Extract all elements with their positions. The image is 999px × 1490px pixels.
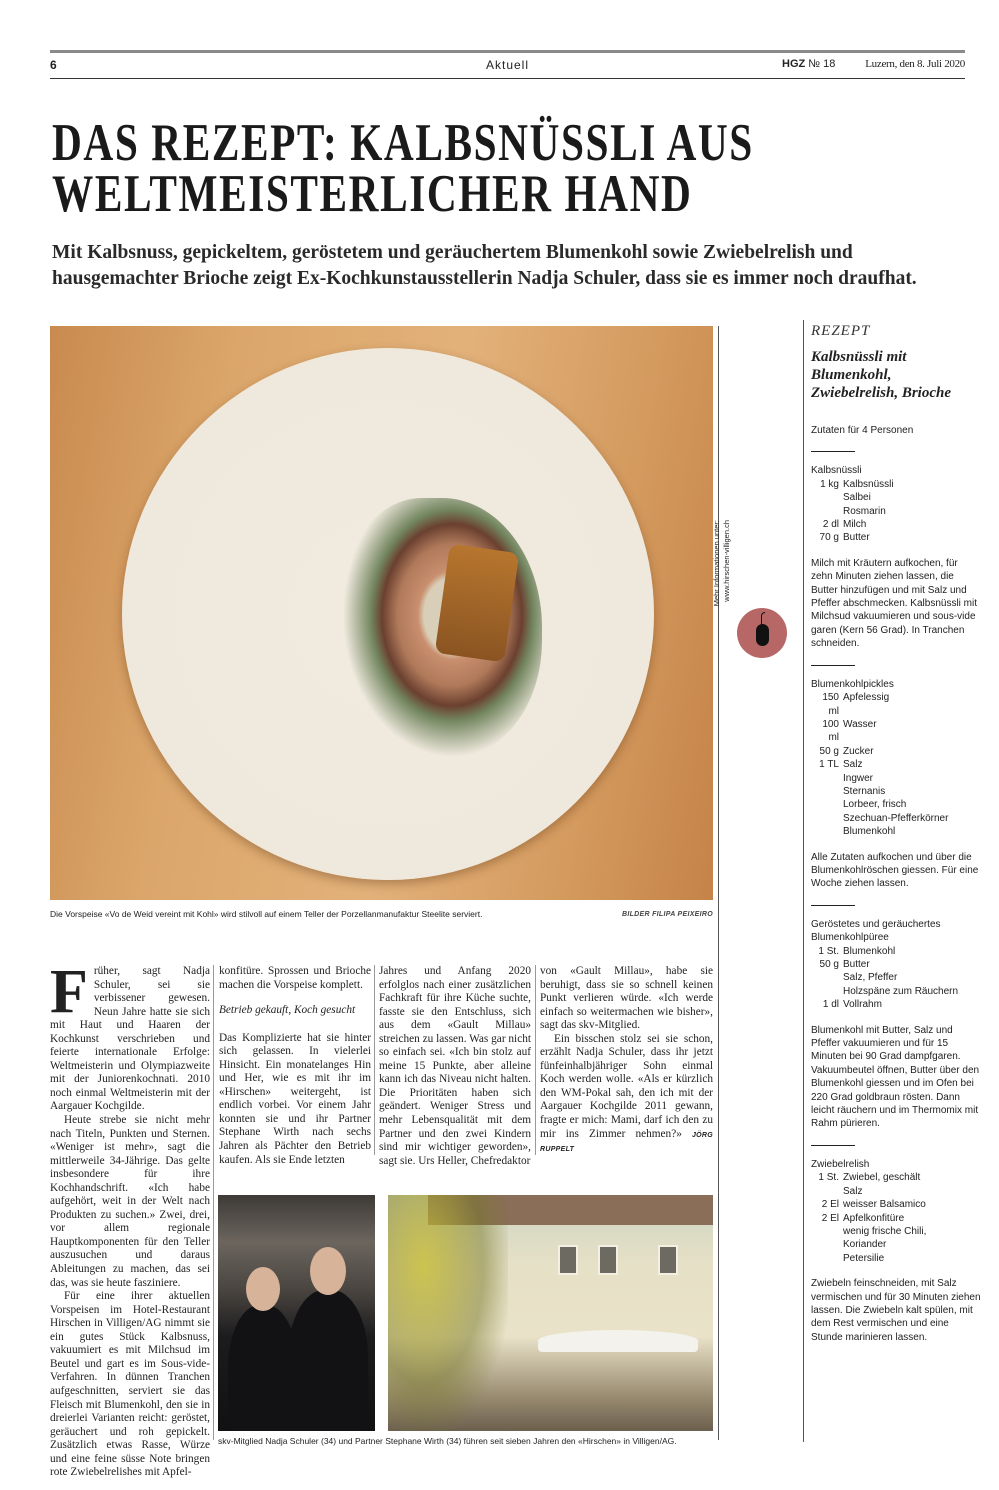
headline-line-2: WELTMEISTERLICHER HAND (52, 165, 693, 223)
ingredient-row (811, 825, 981, 838)
recipe-kicker: REZEPT (811, 323, 871, 339)
ingredient-row (811, 505, 981, 518)
ingredient-name: Holzspäne zum Räuchern (843, 985, 959, 997)
main-photo-caption: Die Vorspeise «Vo de Weid vereint mit Kohl» wird stilvoll auf einem Teller der Porzellanmanufaktur Steelite serviert. (50, 909, 483, 919)
more-info-label: Mehr Informationen unter: (712, 520, 721, 607)
ingredient-quantity: 1 St. (818, 1172, 839, 1184)
ingredient-quantity (811, 1238, 843, 1251)
ingredient-row (811, 478, 981, 491)
window (658, 1245, 678, 1275)
ingredient-name: Sternanis (843, 785, 886, 797)
section-name: Aktuell (485, 58, 530, 72)
deck: Mit Kalbsnuss, gepickeltem, geröstetem und geräuchertem Blumenkohl sowie Zwiebelrelish und hausgemachter Brioche zeigt Ex-Kochkunstausstellerin Nadja Schuler, dass sie es immer noch draufhat. (52, 242, 917, 289)
ingredient-quantity (811, 1252, 843, 1265)
column-divider (213, 965, 214, 1440)
headline-line-1: DAS REZEPT: KALBSNÜSSLI AUS (52, 114, 754, 172)
ingredient-row (811, 758, 981, 771)
recipe-section (811, 451, 981, 650)
window (598, 1245, 618, 1275)
headline (52, 114, 832, 223)
ingredient-name: Petersilie (843, 1252, 885, 1264)
ingredient-quantity: 2 dl (822, 519, 839, 531)
ingredient-row (811, 691, 981, 718)
ingredient-name: Wasser (843, 718, 877, 730)
section-instructions: Blumenkohl mit Butter, Salz und Pfeffer vakuumieren und für 15 Minuten bei 90 Grad dampfgaren. Vakuumbeutel öffnen, Butter über den Blumenkohl giessen und im Ofen bei 220 Grad goldbraun rösten. Dann leicht räuchern und im Thermomix mit Rahm pürieren. (811, 1024, 980, 1130)
ingredient-name: Ingwer (843, 772, 874, 784)
section-title: Blumenkohlpickles (811, 678, 894, 690)
publication-issue (782, 58, 835, 70)
section-instructions: Alle Zutaten aufkochen und über die Blumenkohlröschen giessen. Für eine Woche ziehen lassen. (811, 851, 979, 890)
window (558, 1245, 578, 1275)
recipe-section (811, 665, 981, 891)
issue-date: Luzern, den 8. Juli 2020 (865, 58, 965, 70)
ingredient-quantity (811, 825, 843, 838)
person-woman-head (246, 1267, 280, 1311)
ingredient-name: Salz, Pfeffer (843, 972, 898, 984)
column-divider (718, 326, 719, 1440)
ingredient-name: Salz (843, 1185, 863, 1197)
article-paragraph: konfitüre. Sprossen und Brioche machen die Vorspeise komplett. (219, 965, 371, 991)
more-info (712, 520, 752, 660)
photo-credit: BILDER FILIPA PEIXEIRO (622, 911, 713, 918)
ingredient-row (811, 718, 981, 745)
ingredient-name: weisser Balsamico (843, 1199, 926, 1211)
restaurant-exterior-photo (388, 1195, 713, 1431)
top-rule (50, 50, 965, 53)
article-paragraph (540, 1033, 713, 1157)
ingredient-quantity (811, 772, 843, 785)
ingredient-name: Koriander (843, 1239, 887, 1251)
ingredient-row (811, 1185, 981, 1198)
author-byline: JÖRG RUPPELT (540, 1131, 713, 1154)
article-paragraph (50, 958, 210, 1114)
section-divider (811, 665, 855, 666)
recipe-servings: Zutaten für 4 Personen (811, 425, 914, 436)
ingredient-quantity (811, 971, 843, 984)
ingredient-row (811, 1212, 981, 1225)
recipe-sections (811, 451, 981, 1344)
section-title: Geröstetes und geräuchertes Blumenkohlpüree (811, 918, 941, 944)
ingredient-quantity: 100 ml (822, 718, 839, 744)
article-paragraph: Für eine ihrer aktuellen Vorspeisen im Hotel-Restaurant Hirschen in Villigen/AG nimmt sie ein gutes Stück Kalbsnuss, vakuumiert es mit Milchsud im Beutel und gart es im Sous-vide-Verfahren. In dünnen Tranchen aufgeschnitten, serviert sie das Fleisch mit Blumenkohl, den sie in dreierlei Varianten reicht: geröstet, geräuchert und roh gepickelt. Zusätzlich etwas Rasse, Würze und eine feine süsse Note bringen rote Zwiebelrelishes mit Apfel- (50, 1290, 210, 1479)
ingredient-name: Kalbsnüssli (843, 478, 894, 490)
ingredient-name: Vollrahm (843, 999, 882, 1011)
ingredient-row (811, 518, 981, 531)
ingredient-quantity: 70 g (819, 532, 839, 544)
recipe-section (811, 1145, 981, 1344)
ingredient-name: Apfelkonfitüre (843, 1212, 905, 1224)
ingredient-row (811, 998, 981, 1011)
drop-cap: F (50, 958, 88, 1026)
article-column-3 (379, 965, 531, 1168)
ingredient-row (811, 1252, 981, 1265)
ingredient-row (811, 958, 981, 971)
ingredient-name: Blumenkohl (843, 945, 896, 957)
portrait-photo (218, 1195, 375, 1431)
ingredient-row (811, 531, 981, 544)
ingredient-row (811, 798, 981, 811)
subheading: Betrieb gekauft, Koch gesucht (219, 1004, 356, 1017)
ingredient-quantity: 1 TL (819, 759, 839, 771)
ingredient-quantity (811, 785, 843, 798)
header-rule (50, 78, 965, 79)
ingredient-row (811, 772, 981, 785)
article-column-1 (50, 958, 210, 1480)
ingredient-row (811, 745, 981, 758)
paragraph-text: Ein bisschen stolz sei sie schon, erzählt Nadja Schuler, dass ihr jetzt fünfeinhalbjähriger Sohn einmal Koch werden wolle. «Als er kürzlich den WM-Pokal sah, den ich mit der Aargauer Kochgilde 2011 gewann, fragte er mich: Mami, darf ich den zu mir ins Zimmer nehmen?» (540, 1032, 713, 1140)
column-divider (374, 965, 375, 1155)
sidebar-divider (803, 320, 804, 1442)
section-instructions: Zwiebeln feinschneiden, mit Salz vermischen und für 30 Minuten ziehen lassen. Die Zwiebeln kalt spülen, mit dem Rest vermischen und eine Stunde marinieren lassen. (811, 1278, 981, 1343)
ingredient-name: Milch (843, 519, 867, 531)
ingredient-name: Butter (843, 959, 870, 970)
section-divider (811, 451, 855, 452)
section-title: Zwiebelrelish (811, 1158, 870, 1170)
ingredient-row (811, 945, 981, 958)
person-man-head (310, 1247, 346, 1295)
page-number: 6 (50, 58, 57, 72)
ingredient-row (811, 491, 981, 504)
foliage (388, 1195, 508, 1431)
ingredient-quantity (811, 798, 843, 811)
person-man (288, 1290, 368, 1431)
ingredient-quantity (811, 491, 843, 504)
ingredient-name: Lorbeer, frisch (843, 799, 907, 811)
ingredient-name: Butter (843, 532, 870, 544)
article-column-2 (219, 965, 371, 1167)
ingredient-name: Apfelessig (843, 692, 890, 704)
ingredient-quantity (811, 985, 843, 998)
ingredient-name: Zucker (843, 745, 874, 757)
recipe-title: Kalbsnüssli mit Blumenkohl, Zwiebelrelish, Brioche (811, 349, 951, 401)
paragraph-text: rüher, sagt Nadja Schuler, sei sie verbissener gewesen. Neun Jahre hatte sie sich mit Haut und Haaren der Kochkunst verschrieben und feierte internationale Erfolge: Weltmeisterin und Olympiazweite mit der Juniorenkochnati. 2010 noch einmal Weltmeisterin mit der Aargauer Kochgilde. (50, 965, 210, 1113)
ingredient-row (811, 1198, 981, 1211)
ingredient-row (811, 971, 981, 984)
ingredient-quantity: 2 El (821, 1199, 839, 1211)
ingredient-quantity: 50 g (819, 959, 839, 970)
ingredient-quantity (811, 1225, 843, 1238)
plate (122, 348, 654, 880)
ingredient-quantity: 50 g (819, 745, 839, 757)
ingredient-name: Blumenkohl (843, 826, 896, 838)
publication-name: HGZ (782, 58, 806, 70)
ingredient-quantity: 150 ml (822, 692, 839, 717)
ingredient-name: Salbei (843, 492, 871, 504)
ingredient-name: wenig frische Chili, (843, 1225, 927, 1237)
umbrella (538, 1330, 698, 1352)
ingredient-quantity (811, 1185, 843, 1198)
column-divider (535, 965, 536, 1155)
recipe-sidebar (811, 322, 981, 1344)
ingredient-row (811, 985, 981, 998)
ingredient-row (811, 785, 981, 798)
bottom-photos-caption: skv-Mitglied Nadja Schuler (34) und Partner Stephane Wirth (34) führen seit sieben Jahren den «Hirschen» in Villigen/AG. (218, 1436, 677, 1446)
ingredient-row (811, 812, 981, 825)
ingredient-quantity: 2 El (821, 1212, 839, 1224)
ingredient-row (811, 1171, 981, 1184)
ingredient-quantity: 1 St. (818, 945, 839, 957)
ingredient-name: Szechuan-Pfefferkörner (843, 812, 949, 824)
website-link[interactable]: www.hirschen-villigen.ch (722, 520, 731, 602)
section-title: Kalbsnüssli (811, 465, 862, 477)
ingredient-row (811, 1225, 981, 1238)
article-paragraph: Heute strebe sie nicht mehr nach Titeln, Punkten und Sternen. «Weniger ist mehr», sagt die mittlerweile 34-Jährige. Das gelte insbesondere für ihre Kochhandschrift. «Ich habe aufgehört, weit in der Welt nach Produkten zu suchen.» Zwei, drei, vor allem regionale Hauptkomponenten für den Teller auszusuchen und daraus Ableitungen zu machen, das sei das, was sie heute fasziniere. (50, 1114, 210, 1289)
section-divider (811, 905, 855, 906)
page-header (50, 58, 965, 74)
ingredient-quantity: 1 dl (822, 999, 839, 1011)
article-column-4 (540, 965, 713, 1157)
main-dish-photo (50, 326, 713, 900)
section-instructions: Milch mit Kräutern aufkochen, für zehn Minuten ziehen lassen, die Butter hinzufügen und mit Salz und Pfeffer abschmecken. Kalbsnüssli mit Milchsud vakuumieren und sous-vide garen (Kern 56 Grad). In Tranchen schneiden. (811, 557, 978, 650)
section-divider (811, 1145, 855, 1146)
ingredient-row (811, 1238, 981, 1251)
ingredient-quantity: 1 kg (820, 478, 839, 490)
issue-number: № 18 (808, 58, 836, 70)
article-paragraph: Das Komplizierte hat sie hinter sich gelassen. In vielerlei Hinsicht. Ein monatelanges Hin und Her, wie es mit ihr im «Hirschen» weitergeht, ist endlich vorbei. Vor einem Jahr konnten sie und ihr Partner Stephane Wirth nach sechs Jahren als Pächter den Betrieb kaufen. Als sie Ende letzten (219, 1031, 371, 1166)
article-paragraph: Jahres und Anfang 2020 erfolglos nach einer zusätzlichen Fachkraft für ihre Küche suchte, fasste sie den Entschluss, sich aus dem «Gault Millau» streichen zu lassen. Was gar nicht so einfach sei. «Ich bin stolz auf meine 15 Punkte, aber alleine kann ich das Niveau nicht halten. Die Prioritäten haben sich geändert. Weniger Stress und mehr Lebensqualität mit dem Partner und den zwei Kindern sind mir wichtiger geworden», sagt sie. Urs Heller, Chefredaktor (379, 965, 531, 1167)
recipe-section (811, 905, 981, 1131)
ingredient-name: Zwiebel, geschält (843, 1172, 921, 1184)
article-paragraph: von «Gault Millau», habe sie beruhigt, dass sie so schnell keinen Punkt verlieren würde. «Ich werde einfach so weitermachen wie bisher», sagt das skv-Mitglied. (540, 965, 713, 1032)
ingredient-name: Salz (843, 759, 863, 771)
ingredient-quantity (811, 812, 843, 825)
ingredient-name: Rosmarin (843, 505, 886, 517)
ingredient-quantity (811, 505, 843, 518)
